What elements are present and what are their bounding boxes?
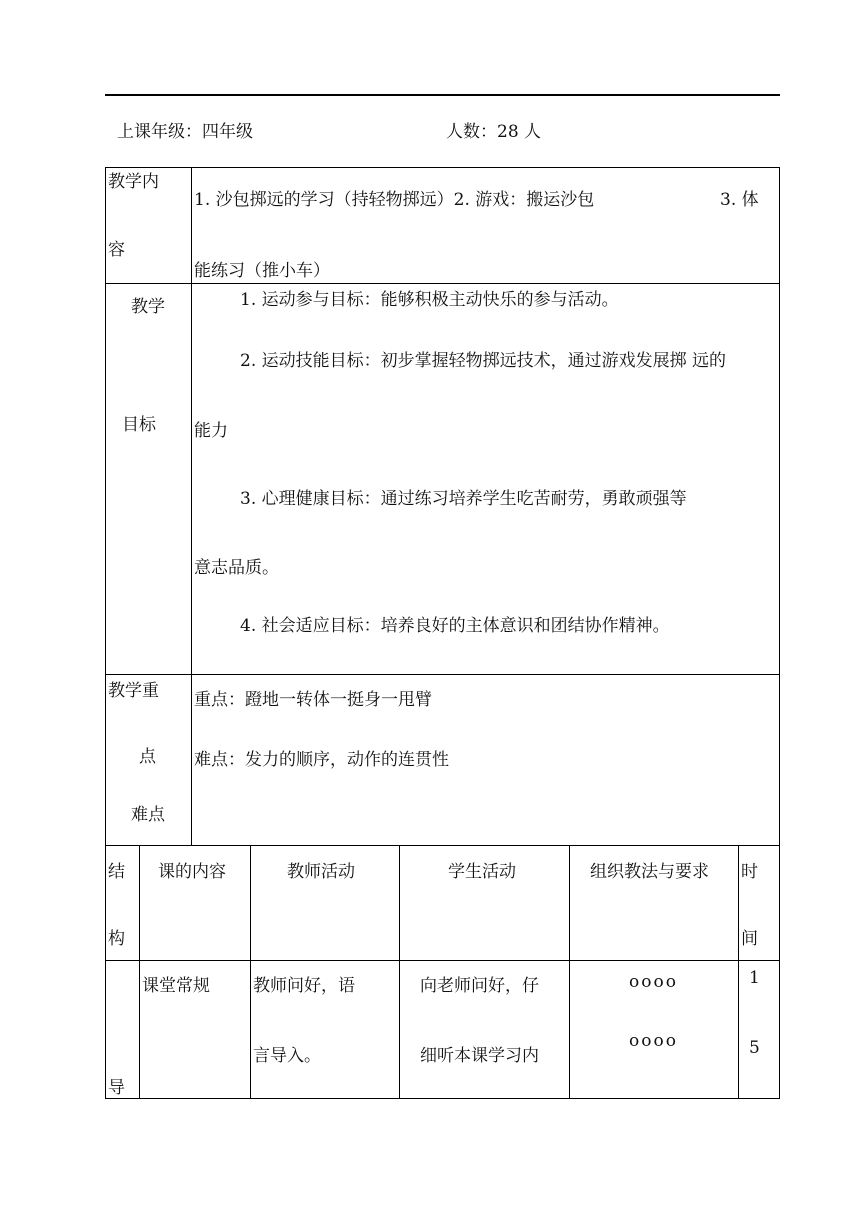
goals-label-cont: 目标 <box>122 415 156 435</box>
row-teacher-line-2: 言导入。 <box>253 1046 321 1066</box>
difficulty-label: 难点 <box>131 805 165 825</box>
header-time: 时 <box>741 862 758 882</box>
goal-participation: 1. 运动参与目标：能够积极主动快乐的参与活动。 <box>240 290 619 310</box>
row-structure: 导 <box>108 1078 125 1098</box>
formation-row-2: oooo <box>629 1031 678 1051</box>
row-student-line-1: 向老师问好，仔 <box>420 976 539 996</box>
goal-skill-cont: 能力 <box>194 421 228 441</box>
content-label-cont: 容 <box>108 240 125 260</box>
header-structure-cont: 构 <box>108 929 125 949</box>
goal-social: 4. 社会适应目标：培养良好的主体意识和团结协作精神。 <box>240 616 670 636</box>
difficulty-point: 难点：发力的顺序，动作的连贯性 <box>194 750 449 770</box>
content-label: 教学内 <box>108 172 159 192</box>
header-teacher: 教师活动 <box>287 862 355 882</box>
content-line-2: 能练习（推小车） <box>194 261 330 281</box>
row-time-2: 5 <box>749 1038 760 1058</box>
content-line-1: 1. 沙包掷远的学习（持轻物掷远）2. 游戏：搬运沙包 <box>194 190 595 210</box>
row-time-1: 1 <box>749 968 760 988</box>
content-line-1-end: 3. 体 <box>720 190 759 210</box>
goals-label: 教学 <box>131 297 165 317</box>
row-teacher-line-1: 教师问好，语 <box>253 976 355 996</box>
header-content: 课的内容 <box>158 862 226 882</box>
keypoints-label-cont: 点 <box>139 747 156 767</box>
goal-mental: 3. 心理健康目标：通过练习培养学生吃苦耐劳，勇敢顽强等 <box>240 489 687 509</box>
keypoints-label: 教学重 <box>108 681 159 701</box>
row-student-line-2: 细听本课学习内 <box>420 1046 539 1066</box>
row-content: 课堂常规 <box>142 976 210 996</box>
header-time-cont: 间 <box>741 929 758 949</box>
formation-row-1: oooo <box>629 972 678 992</box>
header-structure: 结 <box>108 862 125 882</box>
key-point: 重点：蹬地一转体一挺身一甩臂 <box>194 690 432 710</box>
grade-label: 上课年级：四年级 <box>117 122 253 142</box>
top-rule <box>105 94 780 96</box>
goal-skill: 2. 运动技能目标：初步掌握轻物掷远技术，通过游戏发展掷 远的 <box>240 351 727 371</box>
header-organization: 组织教法与要求 <box>590 862 709 882</box>
student-count-label: 人数：28 人 <box>446 122 542 142</box>
goal-mental-cont: 意志品质。 <box>194 558 279 578</box>
header-student: 学生活动 <box>448 862 516 882</box>
